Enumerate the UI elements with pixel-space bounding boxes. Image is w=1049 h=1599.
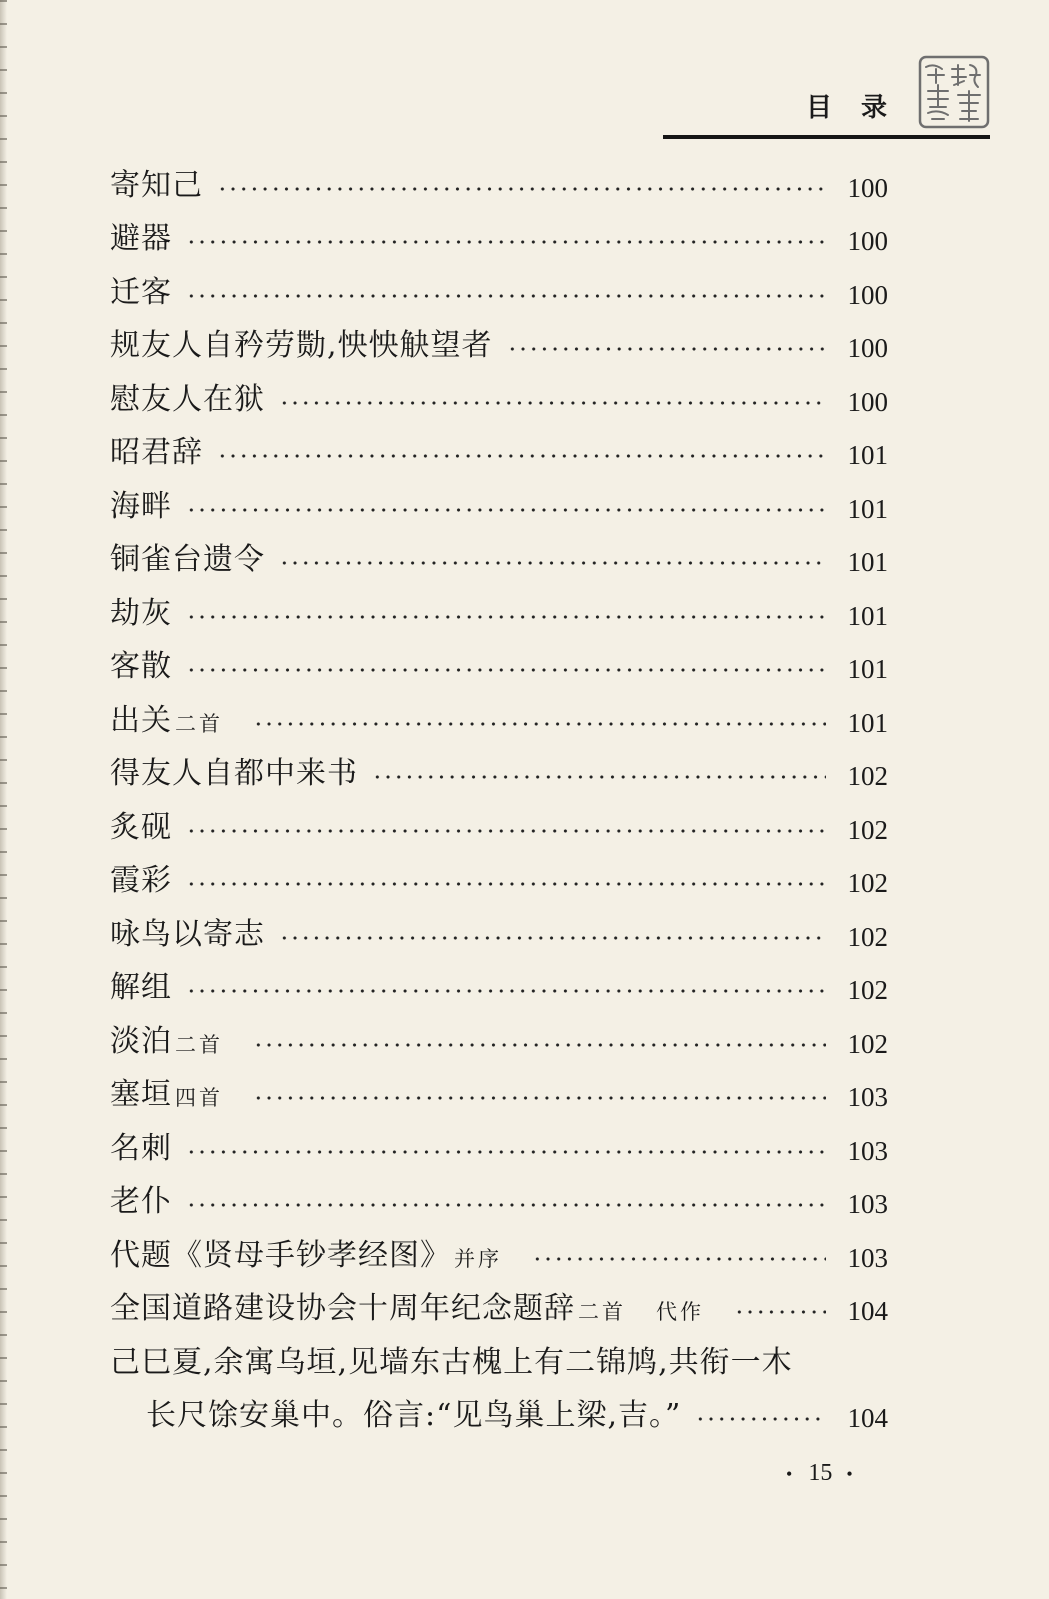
entry-page-number: 102 bbox=[847, 761, 888, 792]
dot-leader bbox=[734, 1309, 826, 1315]
dot-leader bbox=[186, 293, 826, 299]
entry-title: 淡泊 bbox=[110, 1023, 172, 1059]
toc-entry bbox=[110, 855, 888, 909]
entry-title: 海畔 bbox=[110, 488, 172, 524]
entry-note: 四首 bbox=[175, 1086, 223, 1111]
toc-entry bbox=[110, 266, 888, 320]
entry-page-number: 102 bbox=[847, 921, 888, 952]
entry-page-number: 100 bbox=[847, 333, 888, 364]
toc-entry bbox=[110, 159, 888, 213]
dot-leader bbox=[253, 1095, 826, 1101]
dot-leader bbox=[186, 881, 826, 887]
entry-title: 客散 bbox=[110, 649, 172, 685]
entry-page-number: 102 bbox=[847, 868, 888, 899]
entry-title: 慰友人在狱 bbox=[110, 381, 265, 417]
entry-title: 解组 bbox=[110, 970, 172, 1006]
entry-page-number: 102 bbox=[847, 975, 888, 1006]
footer-right-mark: • bbox=[846, 1464, 853, 1484]
toc-entry bbox=[110, 1283, 888, 1337]
toc-entry bbox=[110, 213, 888, 267]
page-title: 目 录 bbox=[806, 93, 898, 123]
toc-entry bbox=[110, 320, 888, 374]
entry-note: 二首 bbox=[175, 1032, 223, 1057]
header-rule bbox=[663, 135, 990, 139]
entry-page-number: 101 bbox=[847, 600, 888, 631]
entry-page-number: 101 bbox=[847, 440, 888, 471]
entry-page-number: 100 bbox=[847, 172, 888, 203]
dot-leader bbox=[279, 935, 826, 941]
dot-leader bbox=[186, 239, 826, 245]
entry-page-number: 104 bbox=[847, 1403, 888, 1434]
dot-leader bbox=[186, 667, 826, 673]
dot-leader bbox=[695, 1416, 826, 1422]
toc-entry bbox=[110, 1229, 888, 1283]
page-left-edge bbox=[0, 0, 7, 1599]
entry-note: 二首 bbox=[175, 711, 223, 736]
toc-entry bbox=[110, 1176, 888, 1230]
entry-title-continuation: 长尺馀安巢中。俗言:“见鸟巢上梁,吉。” bbox=[146, 1398, 682, 1434]
entry-title: 寄知己 bbox=[110, 167, 203, 203]
dot-leader bbox=[372, 774, 826, 780]
entry-page-number: 101 bbox=[847, 707, 888, 738]
toc-entry bbox=[110, 427, 888, 481]
entry-note: 二首 bbox=[578, 1300, 626, 1325]
entry-title: 出关 bbox=[110, 702, 172, 738]
entry-page-number: 104 bbox=[847, 1296, 888, 1327]
entry-page-number: 100 bbox=[847, 386, 888, 417]
entry-title: 老仆 bbox=[110, 1184, 172, 1220]
entry-page-number: 102 bbox=[847, 814, 888, 845]
dot-leader bbox=[253, 1042, 826, 1048]
entry-title: 霞彩 bbox=[110, 863, 172, 899]
entry-title: 得友人自都中来书 bbox=[110, 756, 358, 792]
dot-leader bbox=[279, 400, 826, 406]
page-number-footer bbox=[786, 1458, 853, 1489]
entry-title: 昭君辞 bbox=[110, 435, 203, 471]
dot-leader bbox=[217, 453, 826, 459]
toc-entry bbox=[110, 534, 888, 588]
seal-stamp bbox=[918, 55, 990, 129]
dot-leader bbox=[186, 507, 826, 513]
toc-entry bbox=[110, 694, 888, 748]
dot-leader bbox=[186, 828, 826, 834]
entry-page-number: 101 bbox=[847, 654, 888, 685]
entry-page-number: 100 bbox=[847, 279, 888, 310]
entry-page-number: 101 bbox=[847, 547, 888, 578]
entry-page-number: 102 bbox=[847, 1028, 888, 1059]
entry-title: 名刺 bbox=[110, 1130, 172, 1166]
dot-leader bbox=[186, 614, 826, 620]
toc-entry bbox=[110, 1122, 888, 1176]
toc-entry bbox=[110, 908, 888, 962]
entry-title: 炙砚 bbox=[110, 809, 172, 845]
toc-entry bbox=[110, 1015, 888, 1069]
entry-note-secondary: 代作 bbox=[656, 1300, 704, 1325]
dot-leader bbox=[532, 1256, 826, 1262]
dot-leader bbox=[186, 988, 826, 994]
toc-entry bbox=[110, 587, 888, 641]
entry-title: 劫灰 bbox=[110, 595, 172, 631]
dot-leader bbox=[186, 1149, 826, 1155]
dot-leader bbox=[253, 721, 826, 727]
table-of-contents bbox=[110, 159, 888, 1443]
entry-page-number: 103 bbox=[847, 1189, 888, 1220]
toc-entry bbox=[110, 480, 888, 534]
entry-page-number: 103 bbox=[847, 1242, 888, 1273]
entry-note: 并序 bbox=[454, 1246, 502, 1271]
dot-leader bbox=[507, 346, 826, 352]
entry-title: 塞垣 bbox=[110, 1077, 172, 1113]
dot-leader bbox=[279, 560, 826, 566]
toc-entry bbox=[110, 748, 888, 802]
toc-entry bbox=[110, 801, 888, 855]
toc-entry-continuation bbox=[110, 1390, 888, 1444]
entry-title: 己巳夏,余寓乌垣,见墙东古槐上有二锦鸠,共衔一木 bbox=[110, 1344, 793, 1380]
page-number: 15 bbox=[808, 1460, 833, 1486]
entry-page-number: 101 bbox=[847, 493, 888, 524]
toc-entry-line bbox=[110, 1336, 888, 1390]
dot-leader bbox=[186, 1202, 826, 1208]
entry-title: 咏鸟以寄志 bbox=[110, 916, 265, 952]
entry-title: 迁客 bbox=[110, 274, 172, 310]
dot-leader bbox=[217, 186, 826, 192]
entry-page-number: 100 bbox=[847, 226, 888, 257]
toc-entry bbox=[110, 373, 888, 427]
entry-title: 铜雀台遗令 bbox=[110, 542, 265, 578]
footer-left-mark: • bbox=[786, 1464, 793, 1484]
entry-title: 全国道路建设协会十周年纪念题辞 bbox=[110, 1291, 575, 1327]
toc-entry bbox=[110, 641, 888, 695]
entry-title: 避器 bbox=[110, 221, 172, 257]
entry-title: 代题《贤母手钞孝经图》 bbox=[110, 1237, 451, 1273]
toc-entry bbox=[110, 962, 888, 1016]
toc-entry bbox=[110, 1069, 888, 1123]
entry-page-number: 103 bbox=[847, 1082, 888, 1113]
entry-title: 规友人自矜劳勚,怏怏觖望者 bbox=[110, 328, 493, 364]
entry-page-number: 103 bbox=[847, 1135, 888, 1166]
